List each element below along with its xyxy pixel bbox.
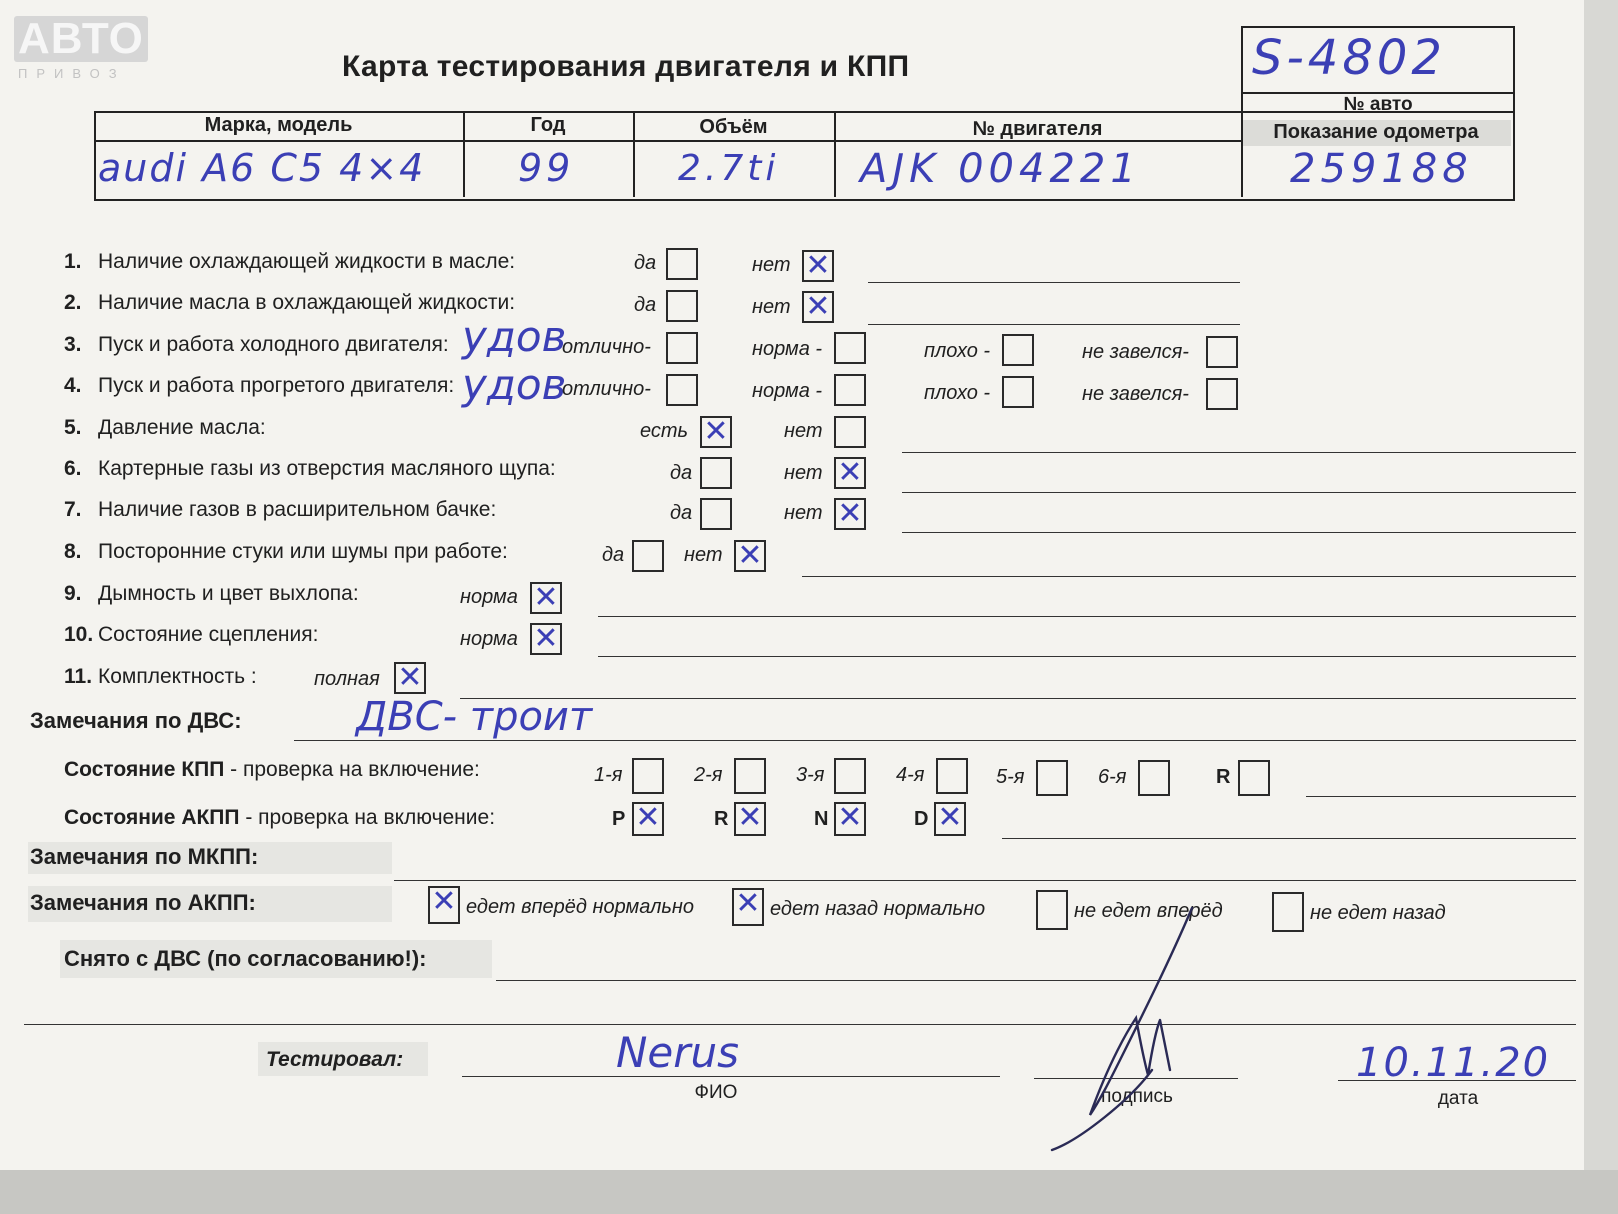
akpp-title: Состояние АКПП	[64, 806, 240, 829]
q4-option-excellent: отлично-	[562, 378, 651, 400]
q10-option-normal: норма	[460, 628, 518, 650]
q4-checkbox-normal[interactable]	[834, 374, 866, 406]
kpp-gear-3-checkbox[interactable]	[834, 758, 866, 794]
logo-text: АВТО	[18, 14, 144, 63]
akpp-remark-no-backward-checkbox[interactable]	[1272, 892, 1304, 932]
q9-option-normal: норма	[460, 586, 518, 608]
q3-option-excellent: отлично-	[562, 336, 651, 358]
check-mark-icon: ✕	[937, 800, 963, 835]
q1-text: Наличие охлаждающей жидкости в масле:	[98, 250, 516, 273]
akpp-mode-r-checkbox[interactable]	[734, 802, 766, 836]
akpp-remark-no-forward-label: не едет вперёд	[1074, 900, 1223, 922]
removed-line	[496, 980, 1576, 981]
check-mark-icon: ✕	[737, 800, 763, 835]
q3-text: Пуск и работа холодного двигателя:	[98, 333, 449, 356]
value-make: audi A6 C5 4×4	[98, 146, 426, 190]
q3-option-no-start: не завелся-	[1082, 341, 1189, 363]
akpp-mode-p-label: P	[612, 808, 626, 830]
q11-number: 11.	[64, 665, 93, 688]
q2-option-no: нет	[752, 296, 791, 318]
col-header-odometer: Показание одометра	[1273, 121, 1479, 143]
col-header-year: Год	[530, 114, 566, 136]
kpp-gear-2-checkbox[interactable]	[734, 758, 766, 794]
q5-text: Давление масла:	[98, 416, 266, 439]
dvs-remarks-line	[294, 740, 1576, 741]
q10-number: 10.	[64, 623, 94, 646]
date-line	[1338, 1080, 1576, 1081]
q3-number: 3.	[64, 333, 82, 356]
q7-text: Наличие газов в расширительном бачке:	[98, 498, 497, 521]
kpp-gear-3-label: 3-я	[796, 764, 825, 786]
q4-checkbox-excellent[interactable]	[666, 374, 698, 406]
q4-handwritten-note: удов	[462, 360, 567, 409]
q6-number: 6.	[64, 457, 82, 480]
col-header-make: Марка, модель	[204, 114, 353, 136]
akpp-remarks-label: Замечания по АКПП:	[30, 890, 256, 915]
akpp-remark-forward-ok-checkbox[interactable]	[428, 886, 460, 924]
q10-text: Состояние сцепления:	[98, 623, 319, 646]
check-mark-icon: ✕	[837, 496, 863, 531]
q5-checkbox-no[interactable]	[834, 416, 866, 448]
kpp-gear-6-checkbox[interactable]	[1138, 760, 1170, 796]
q1-checkbox-yes[interactable]	[666, 248, 698, 280]
akpp-mode-n-checkbox[interactable]	[834, 802, 866, 836]
q3-checkbox-normal[interactable]	[834, 332, 866, 364]
q8-option-yes: да	[602, 544, 625, 566]
q3-option-bad: плохо -	[924, 340, 991, 362]
value-odometer: 259188	[1290, 146, 1473, 192]
q10-note-line	[598, 656, 1576, 657]
tester-name-value: Nerus	[616, 1028, 740, 1077]
q5-checkbox-yes[interactable]	[700, 416, 732, 448]
q3-checkbox-no-start[interactable]	[1206, 336, 1238, 368]
q6-option-no: нет	[784, 462, 823, 484]
mkpp-remarks-label: Замечания по МКПП:	[30, 844, 259, 869]
q11-note-line	[460, 698, 1576, 699]
q9-text: Дымность и цвет выхлопа:	[98, 582, 359, 605]
kpp-gear-6-label: 6-я	[1098, 766, 1127, 788]
q3-checkbox-excellent[interactable]	[666, 332, 698, 364]
col-header-volume: Объём	[699, 116, 768, 138]
q4-option-no-start: не завелся-	[1082, 383, 1189, 405]
q3-handwritten-note: удов	[462, 312, 567, 361]
q2-note-line	[868, 324, 1240, 325]
q5-number: 5.	[64, 416, 82, 439]
q4-number: 4.	[64, 374, 82, 397]
check-mark-icon: ✕	[837, 455, 863, 490]
q2-option-yes: да	[634, 294, 657, 316]
akpp-remark-backward-ok-label: едет назад нормально	[770, 898, 986, 920]
q6-text: Картерные газы из отверстия масляного щупа:	[98, 457, 556, 480]
q3-option-normal: норма -	[752, 338, 823, 360]
q7-option-yes: да	[670, 502, 693, 524]
q4-option-bad: плохо -	[924, 382, 991, 404]
removed-label: Снято с ДВС (по согласованию!):	[64, 946, 427, 971]
check-mark-icon: ✕	[737, 538, 763, 573]
kpp-gear-5-checkbox[interactable]	[1036, 760, 1068, 796]
check-mark-icon: ✕	[635, 800, 661, 835]
akpp-remark-forward-ok-label: едет вперёд нормально	[466, 896, 695, 918]
kpp-suffix: - проверка на включение:	[224, 758, 480, 781]
kpp-title: Состояние КПП	[64, 758, 225, 781]
check-mark-icon: ✕	[397, 660, 423, 695]
removed-line-2	[24, 1024, 1576, 1025]
signature-label: подпись	[1101, 1086, 1173, 1107]
signature-scribble	[1040, 900, 1220, 1160]
q4-option-normal: норма -	[752, 380, 823, 402]
q6-checkbox-yes[interactable]	[700, 457, 732, 489]
mkpp-remarks-line	[394, 880, 1576, 881]
akpp-mode-r-label: R	[714, 808, 729, 830]
test-date-value: 10.11.20	[1356, 1040, 1551, 1086]
kpp-gear-2-label: 2-я	[694, 764, 723, 786]
value-engine-no: AJK 004221	[860, 146, 1141, 192]
value-year: 99	[518, 146, 575, 190]
kpp-gear-5-label: 5-я	[996, 766, 1025, 788]
q8-note-line	[802, 576, 1576, 577]
q5-note-line	[902, 452, 1576, 453]
kpp-gear-4-label: 4-я	[896, 764, 925, 786]
date-label: дата	[1437, 1088, 1479, 1109]
q5-option-yes: есть	[640, 420, 689, 442]
check-mark-icon: ✕	[805, 289, 831, 324]
q3-checkbox-bad[interactable]	[1002, 334, 1034, 366]
q1-option-no: нет	[752, 254, 791, 276]
q4-text: Пуск и работа прогретого двигателя:	[98, 374, 455, 397]
q8-checkbox-no[interactable]	[734, 540, 766, 572]
q9-number: 9.	[64, 582, 82, 605]
q5-option-no: нет	[784, 420, 823, 442]
auto-number-value: S-4802	[1252, 30, 1446, 86]
check-mark-icon: ✕	[533, 580, 559, 615]
akpp-suffix: - проверка на включение:	[239, 806, 496, 829]
kpp-note-line	[1306, 796, 1576, 797]
q6-option-yes: да	[670, 462, 693, 484]
akpp-check-label	[64, 806, 495, 830]
check-mark-icon: ✕	[837, 800, 863, 835]
q11-text: Комплектность :	[98, 665, 257, 688]
q11-checkbox-full[interactable]	[394, 662, 426, 694]
akpp-mode-p-checkbox[interactable]	[632, 802, 664, 836]
akpp-note-line	[1002, 838, 1576, 839]
kpp-gear-1-label: 1-я	[594, 764, 623, 786]
check-mark-icon: ✕	[431, 884, 457, 919]
check-mark-icon: ✕	[805, 248, 831, 283]
akpp-remark-backward-ok-checkbox[interactable]	[732, 888, 764, 926]
tested-by-label: Тестировал:	[266, 1048, 404, 1071]
q2-number: 2.	[64, 291, 82, 314]
kpp-gear-1-checkbox[interactable]	[632, 758, 664, 794]
q10-checkbox-normal[interactable]	[530, 623, 562, 655]
q7-note-line	[902, 532, 1576, 533]
q11-option-full: полная	[314, 668, 380, 690]
logo-subtext: ПРИВОЗ	[18, 66, 126, 81]
check-mark-icon: ✕	[703, 414, 729, 449]
q1-checkbox-no[interactable]	[802, 250, 834, 282]
value-volume: 2.7ti	[678, 148, 780, 189]
q8-number: 8.	[64, 540, 82, 563]
q2-text: Наличие масла в охлаждающей жидкости:	[98, 291, 516, 314]
kpp-gear-r-checkbox[interactable]	[1238, 760, 1270, 796]
q1-note-line	[868, 282, 1240, 283]
q7-number: 7.	[64, 498, 82, 521]
check-mark-icon: ✕	[533, 621, 559, 656]
auto-number-label: № авто	[1241, 90, 1515, 120]
scan-edge-bottom	[0, 1170, 1618, 1214]
dvs-remarks-label: Замечания по ДВС:	[30, 708, 242, 733]
page-title: Карта тестирования двигателя и КПП	[342, 50, 910, 83]
q6-checkbox-no[interactable]	[834, 457, 866, 489]
q2-checkbox-no[interactable]	[802, 291, 834, 323]
q2-checkbox-yes[interactable]	[666, 290, 698, 322]
scan-edge-right	[1584, 0, 1618, 1214]
fio-line	[462, 1076, 1000, 1077]
kpp-check-label	[64, 758, 480, 782]
akpp-mode-d-label: D	[914, 808, 929, 830]
kpp-gear-4-checkbox[interactable]	[936, 758, 968, 794]
dvs-remarks-value: ДВС- троит	[356, 694, 593, 740]
q7-option-no: нет	[784, 502, 823, 524]
q9-checkbox-normal[interactable]	[530, 582, 562, 614]
q8-checkbox-yes[interactable]	[632, 540, 664, 572]
kpp-gear-r-label: R	[1216, 766, 1231, 788]
q7-checkbox-no[interactable]	[834, 498, 866, 530]
check-mark-icon: ✕	[735, 886, 761, 921]
q8-text: Посторонние стуки или шумы при работе:	[98, 540, 508, 563]
q1-number: 1.	[64, 250, 82, 273]
q8-option-no: нет	[684, 544, 723, 566]
q4-checkbox-no-start[interactable]	[1206, 378, 1238, 410]
fio-label: ФИО	[694, 1082, 738, 1103]
q1-option-yes: да	[634, 252, 657, 274]
col-header-engine-no: № двигателя	[972, 118, 1103, 140]
q6-note-line	[902, 492, 1576, 493]
akpp-remark-no-backward-label: не едет назад	[1310, 902, 1446, 924]
q7-checkbox-yes[interactable]	[700, 498, 732, 530]
q9-note-line	[598, 616, 1576, 617]
akpp-mode-d-checkbox[interactable]	[934, 802, 966, 836]
akpp-mode-n-label: N	[814, 808, 829, 830]
q4-checkbox-bad[interactable]	[1002, 376, 1034, 408]
